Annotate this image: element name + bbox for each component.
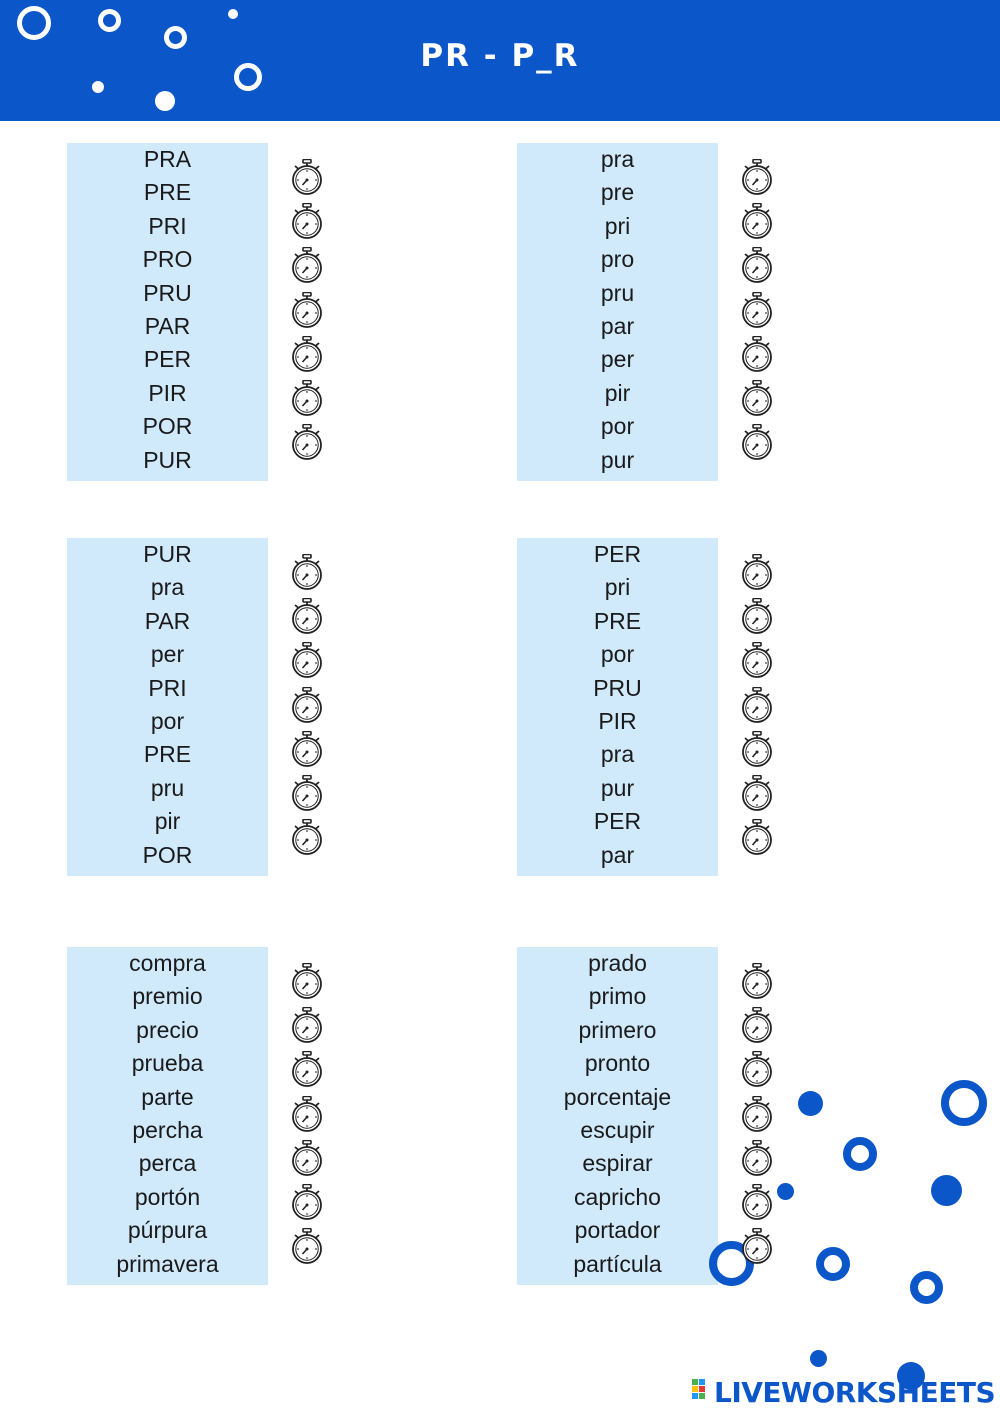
stopwatch-icon[interactable] xyxy=(740,380,774,416)
list-item: pronto xyxy=(584,1050,651,1077)
stopwatch-icon[interactable] xyxy=(740,292,774,328)
word-list xyxy=(67,947,268,1281)
stopwatch-icon[interactable] xyxy=(290,598,324,634)
stopwatch-icon[interactable] xyxy=(740,598,774,634)
list-item: par xyxy=(600,313,635,340)
list-item: portón xyxy=(134,1183,201,1210)
list-item: pru xyxy=(150,774,185,801)
stopwatch-icon[interactable] xyxy=(290,554,324,590)
brand-mark-icon xyxy=(692,1379,712,1403)
stopwatch-icon[interactable] xyxy=(290,642,324,678)
list-item: PRI xyxy=(148,674,187,701)
stopwatch-icon[interactable] xyxy=(740,963,774,999)
list-item: pur xyxy=(600,446,635,473)
decorative-bubble xyxy=(910,1271,943,1304)
list-item: PRO xyxy=(142,246,193,273)
list-item: por xyxy=(150,708,185,735)
list-item: PER xyxy=(593,541,642,567)
list-item: portador xyxy=(574,1217,661,1244)
stopwatch-icon[interactable] xyxy=(740,775,774,811)
brand-logo-text: LIVEWORKSHEETS xyxy=(714,1376,996,1409)
decorative-bubble xyxy=(816,1247,850,1281)
list-item: PRA xyxy=(143,146,192,172)
stopwatch-icon[interactable] xyxy=(290,687,324,723)
list-item: primavera xyxy=(116,1250,219,1277)
list-item: PUR xyxy=(143,541,192,567)
syllable-box xyxy=(517,143,718,481)
decorative-bubble xyxy=(92,81,104,93)
list-item: PRU xyxy=(143,279,192,306)
stopwatch-icon[interactable] xyxy=(740,1007,774,1043)
list-item: parte xyxy=(141,1083,194,1110)
word-box xyxy=(517,947,718,1285)
stopwatch-icon[interactable] xyxy=(290,159,324,195)
decorative-bubble xyxy=(777,1183,794,1200)
stopwatch-icon[interactable] xyxy=(290,1051,324,1087)
stopwatch-icon[interactable] xyxy=(740,554,774,590)
decorative-bubble xyxy=(228,9,238,19)
stopwatch-icon[interactable] xyxy=(740,336,774,372)
stopwatch-icon[interactable] xyxy=(290,292,324,328)
stopwatch-icon[interactable] xyxy=(290,1007,324,1043)
stopwatch-icon[interactable] xyxy=(290,1096,324,1132)
stopwatch-icon[interactable] xyxy=(290,247,324,283)
list-item: PIR xyxy=(148,379,187,406)
stopwatch-icon[interactable] xyxy=(740,1096,774,1132)
list-item: PRE xyxy=(143,179,192,206)
stopwatch-icon[interactable] xyxy=(740,1140,774,1176)
stopwatch-icon[interactable] xyxy=(740,1184,774,1220)
syllable-box xyxy=(517,538,718,876)
syllable-list xyxy=(517,143,718,477)
list-item: PIR xyxy=(598,708,637,735)
list-item: PRI xyxy=(148,212,187,239)
list-item: porcentaje xyxy=(563,1083,672,1110)
stopwatch-icon[interactable] xyxy=(290,203,324,239)
stopwatch-icon[interactable] xyxy=(740,1051,774,1087)
list-item: espirar xyxy=(582,1150,653,1177)
list-item: POR xyxy=(142,413,193,440)
list-item: PAR xyxy=(144,313,191,340)
stopwatch-icon[interactable] xyxy=(740,159,774,195)
list-item: por xyxy=(600,641,635,668)
stopwatch-icon[interactable] xyxy=(740,424,774,460)
list-item: pru xyxy=(600,279,635,306)
stopwatch-icon[interactable] xyxy=(290,775,324,811)
word-list xyxy=(517,947,718,1281)
list-item: pro xyxy=(600,246,635,273)
decorative-bubble xyxy=(17,6,51,40)
stopwatch-icon[interactable] xyxy=(290,963,324,999)
stopwatch-icon[interactable] xyxy=(290,380,324,416)
list-item: por xyxy=(600,413,635,440)
decorative-bubble xyxy=(798,1091,823,1116)
stopwatch-icon[interactable] xyxy=(290,819,324,855)
list-item: primero xyxy=(578,1016,657,1043)
list-item: prado xyxy=(588,950,647,976)
list-item: pra xyxy=(600,146,635,172)
stopwatch-icon[interactable] xyxy=(740,642,774,678)
syllable-list xyxy=(67,538,268,872)
syllable-box xyxy=(67,538,268,876)
stopwatch-icon[interactable] xyxy=(740,819,774,855)
decorative-bubble xyxy=(941,1080,987,1126)
list-item: PRE xyxy=(593,607,642,634)
list-item: pra xyxy=(150,574,185,601)
list-item: per xyxy=(600,346,635,373)
list-item: per xyxy=(150,641,185,668)
list-item: capricho xyxy=(574,1183,661,1210)
list-item: percha xyxy=(132,1117,203,1144)
list-item: PRE xyxy=(143,741,192,768)
list-item: PER xyxy=(143,346,192,373)
decorative-bubble xyxy=(810,1350,827,1367)
list-item: PAR xyxy=(144,607,191,634)
list-item: PUR xyxy=(143,446,192,473)
syllable-list xyxy=(67,143,268,477)
list-item: premio xyxy=(132,983,203,1010)
list-item: compra xyxy=(129,950,206,976)
list-item: partícula xyxy=(573,1250,662,1277)
list-item: POR xyxy=(142,841,193,868)
syllable-list xyxy=(517,538,718,872)
stopwatch-icon[interactable] xyxy=(740,247,774,283)
stopwatch-icon[interactable] xyxy=(290,731,324,767)
decorative-bubble xyxy=(931,1175,962,1206)
list-item: escupir xyxy=(580,1117,655,1144)
stopwatch-icon[interactable] xyxy=(740,203,774,239)
stopwatch-icon[interactable] xyxy=(740,687,774,723)
list-item: pri xyxy=(604,212,631,239)
stopwatch-icon[interactable] xyxy=(290,1140,324,1176)
header-banner xyxy=(0,0,1000,121)
page-title: PR - P_R xyxy=(420,38,580,74)
list-item: pir xyxy=(154,808,181,835)
list-item: pra xyxy=(600,741,635,768)
list-item: pri xyxy=(604,574,631,601)
list-item: púrpura xyxy=(127,1217,208,1244)
stopwatch-icon[interactable] xyxy=(290,336,324,372)
list-item: primo xyxy=(588,983,647,1010)
decorative-bubble xyxy=(98,9,121,32)
list-item: pur xyxy=(600,774,635,801)
list-item: PER xyxy=(593,808,642,835)
stopwatch-icon[interactable] xyxy=(740,1228,774,1264)
list-item: pre xyxy=(600,179,635,206)
decorative-bubble xyxy=(843,1137,877,1171)
stopwatch-icon[interactable] xyxy=(290,424,324,460)
list-item: prueba xyxy=(131,1050,204,1077)
list-item: par xyxy=(600,841,635,868)
list-item: precio xyxy=(136,1016,199,1043)
stopwatch-icon[interactable] xyxy=(290,1184,324,1220)
list-item: PRU xyxy=(593,674,642,701)
stopwatch-icon[interactable] xyxy=(740,731,774,767)
list-item: perca xyxy=(138,1150,197,1177)
list-item: pir xyxy=(604,379,631,406)
syllable-box xyxy=(67,143,268,481)
decorative-bubble xyxy=(155,91,175,111)
word-box xyxy=(67,947,268,1285)
stopwatch-icon[interactable] xyxy=(290,1228,324,1264)
